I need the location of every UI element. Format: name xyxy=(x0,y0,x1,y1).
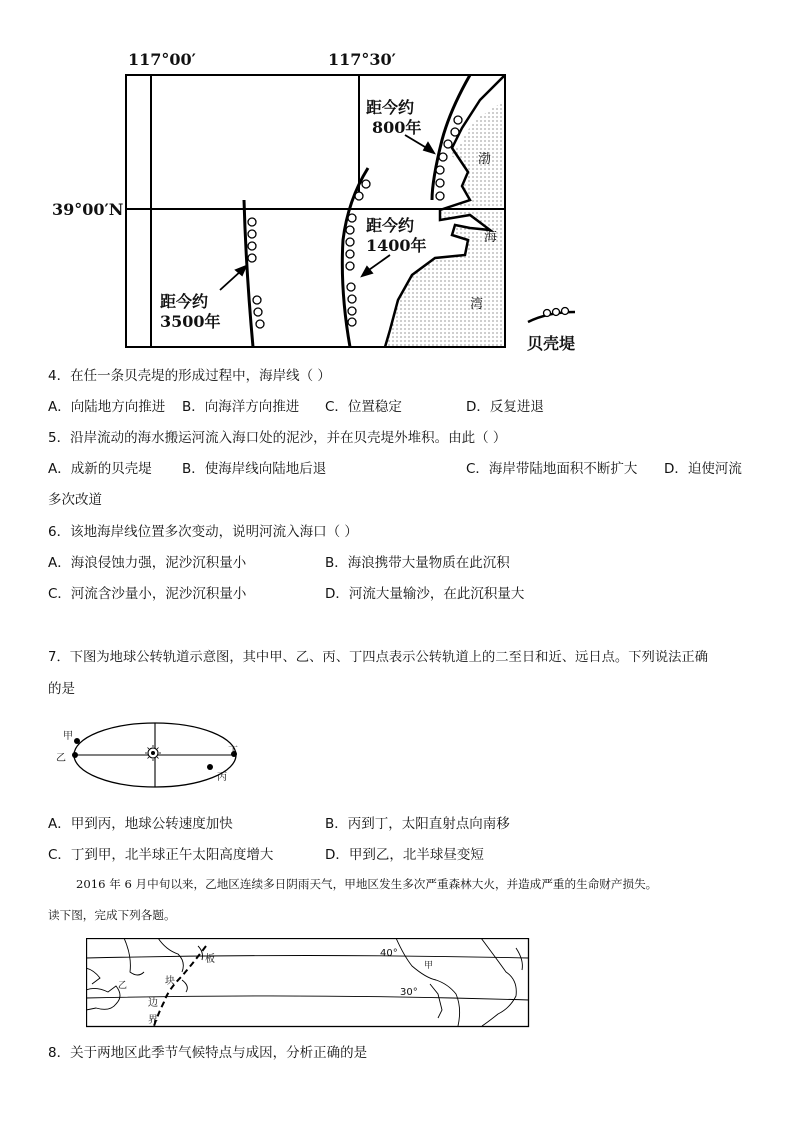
q4-option-a[interactable]: A．向陆地方向推进 xyxy=(48,399,166,415)
q8-stem: 8．关于两地区此季节气候特点与成因，分析正确的是 xyxy=(48,1045,368,1061)
intro-line2: 读下图，完成下列各题。 xyxy=(48,908,176,922)
sea-char-bo: 渤 xyxy=(478,152,492,167)
q5-option-a[interactable]: A．成新的贝壳堤 xyxy=(48,461,152,477)
q5-option-c[interactable]: C．海岸带陆地面积不断扩大 xyxy=(466,461,638,477)
orbit-label-ding: 丁 xyxy=(228,746,238,757)
q7-option-a[interactable]: A．甲到丙，地球公转速度加快 xyxy=(48,816,233,832)
q5-option-d[interactable]: D．迫使河流 xyxy=(664,461,742,477)
orbit-point-bing xyxy=(207,764,213,770)
legend-shell-ridge-symbol xyxy=(528,308,575,323)
map2-bian: 边 xyxy=(148,998,158,1009)
map2-lat30: 30° xyxy=(400,987,418,998)
q5-option-b[interactable]: B．使海岸线向陆地后退 xyxy=(182,461,327,477)
map2-lat40: 40° xyxy=(380,948,398,959)
q6-option-c[interactable]: C．河流含沙量小，泥沙沉积量小 xyxy=(48,586,247,602)
lon-label-left: 117°00′ xyxy=(128,50,196,69)
label-1400-line1: 距今约 xyxy=(366,216,415,235)
q7-option-c[interactable]: C．丁到甲，北半球正午太阳高度增大 xyxy=(48,847,274,863)
q6-stem: 6．该地海岸线位置多次变动，说明河流入海口（ ） xyxy=(48,524,358,540)
q7-stem-line1: 7．下图为地球公转轨道示意图，其中甲、乙、丙、丁四点表示公转轨道上的二至日和近、远日点。下列说法正确 xyxy=(48,650,709,665)
q6-option-a[interactable]: A．海浪侵蚀力强，泥沙沉积量小 xyxy=(48,555,247,571)
map2-jia: 甲 xyxy=(424,961,434,971)
legend-label: 贝壳堤 xyxy=(527,334,576,353)
map2-jie: 界 xyxy=(148,1015,158,1026)
map2-yi: 乙 xyxy=(118,981,128,991)
sea-char-wan: 湾 xyxy=(470,297,484,312)
orbit-point-yi xyxy=(72,752,78,758)
lon-label-right: 117°30′ xyxy=(328,50,396,69)
q6-option-b[interactable]: B．海浪携带大量物质在此沉积 xyxy=(325,555,510,571)
shell-ridge-map xyxy=(0,0,794,360)
q7-stem-line2: 的是 xyxy=(48,681,75,697)
sea-char-hai: 海 xyxy=(484,230,498,245)
q4-option-c[interactable]: C．位置稳定 xyxy=(325,399,402,415)
orbit-label-yi: 乙 xyxy=(56,753,66,764)
label-800-line2: 800年 xyxy=(372,118,422,137)
intro-line1: 2016 年 6 月中旬以来，乙地区连续多日阴雨天气，甲地区发生多次严重森林大火，并造成严重的生命财产损失。 xyxy=(76,877,658,891)
label-800-line1: 距今约 xyxy=(366,98,415,117)
q6-option-d[interactable]: D．河流大量输沙，在此沉积量大 xyxy=(325,586,525,602)
q5-stem: 5．沿岸流动的海水搬运河流入海口处的泥沙，并在贝壳堤外堆积。由此（ ） xyxy=(48,430,507,446)
q4-option-b[interactable]: B．向海洋方向推进 xyxy=(182,399,300,415)
orbit-label-bing: 丙 xyxy=(217,772,227,783)
lat-label: 39°00′N xyxy=(52,200,124,219)
q4-option-d[interactable]: D．反复进退 xyxy=(466,399,544,415)
q7-option-b[interactable]: B．丙到丁，太阳直射点向南移 xyxy=(325,816,510,832)
q7-option-d[interactable]: D．甲到乙，北半球昼变短 xyxy=(325,847,484,863)
map2-kuai: 块 xyxy=(165,976,175,987)
q4-stem: 4．在任一条贝壳堤的形成过程中，海岸线（ ） xyxy=(48,368,331,384)
orbit-label-jia: 甲 xyxy=(63,731,73,742)
label-3500-line1: 距今约 xyxy=(160,292,209,311)
map2-ban: 板 xyxy=(205,954,215,965)
sun-icon xyxy=(145,745,161,761)
q5-option-d-continued: 多次改道 xyxy=(48,492,102,508)
label-3500-line2: 3500年 xyxy=(160,312,221,331)
label-1400-line2: 1400年 xyxy=(366,236,427,255)
earth-orbit-diagram xyxy=(40,712,250,800)
orbit-point-jia xyxy=(74,738,80,744)
